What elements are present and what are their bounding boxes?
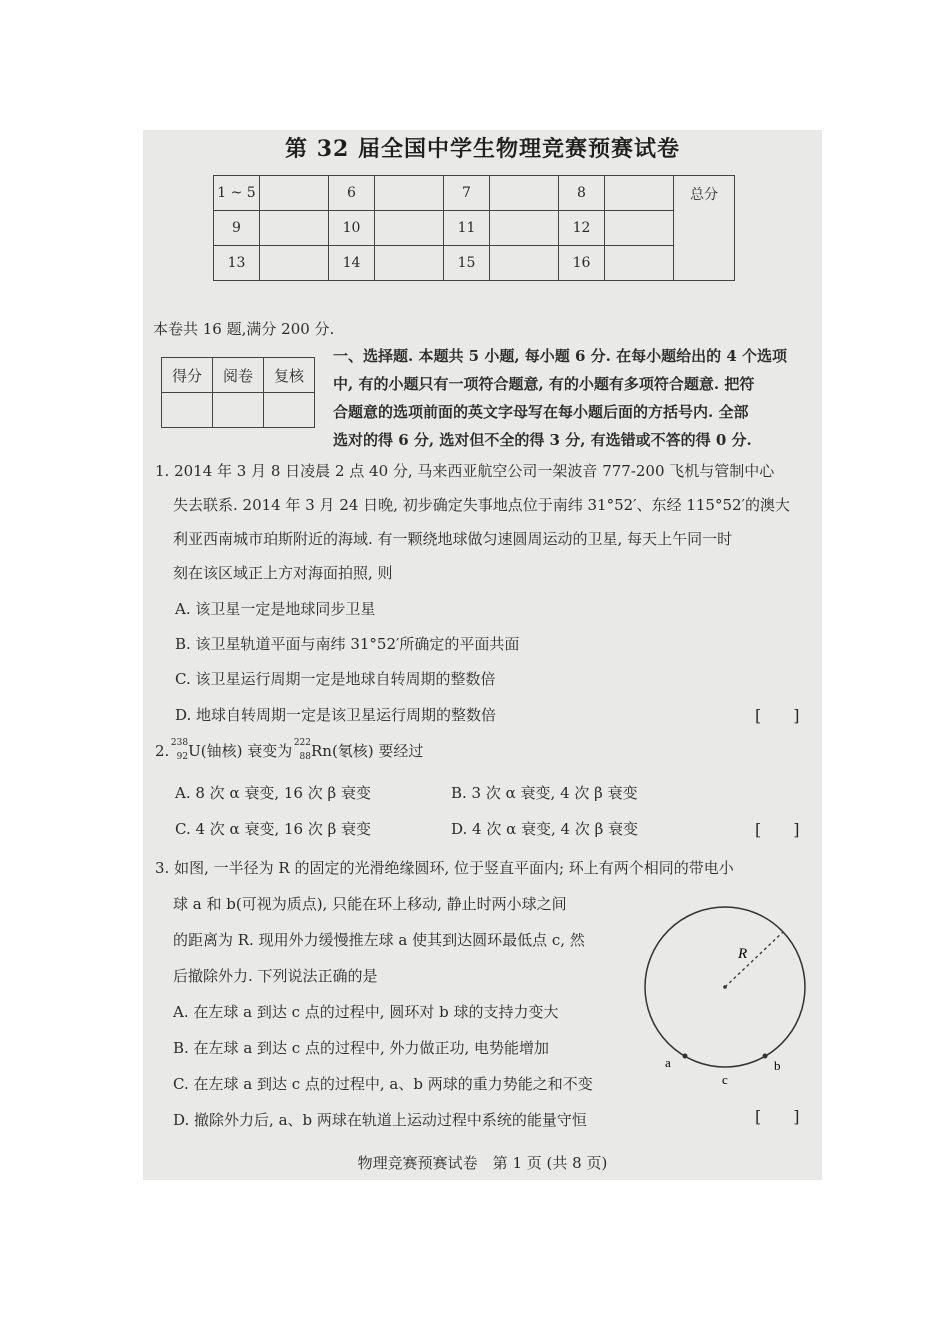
answer-bracket: [ ] (755, 820, 800, 839)
q3-option-a: A. 在左球 a 到达 c 点的过程中, 圆环对 b 球的支持力变大 (173, 1003, 559, 1021)
page-footer: 物理竞赛预赛试卷 第 1 页 (共 8 页) (357, 1154, 608, 1172)
label-c: c (722, 1072, 728, 1087)
grade-cell (264, 393, 315, 428)
section-instruction: 合题意的选项前面的英文字母写在每小题后面的方括号内. 全部 (333, 403, 749, 421)
answer-bracket: [ ] (755, 1107, 800, 1126)
section-instruction: 中, 有的小题只有一项符合题意, 有的小题有多项符合题意. 把符 (333, 375, 755, 393)
q3-option-d: D. 撤除外力后, a、b 两球在轨道上运动过程中系统的能量守恒 (173, 1111, 587, 1129)
score-cell (490, 246, 559, 281)
label-a: a (665, 1055, 671, 1070)
uranium-text: U(铀核) 衰变为 (188, 742, 293, 760)
q1-option-b: B. 该卫星轨道平面与南纬 31°52′所确定的平面共面 (175, 635, 520, 653)
grade-header: 复核 (264, 358, 315, 393)
grade-table (161, 357, 315, 428)
grade-cell (213, 393, 264, 428)
atomic-number: 88 (299, 752, 311, 762)
question-3-text: 球 a 和 b(可视为质点), 只能在环上移动, 静止时两小球之间 (173, 895, 567, 913)
mass-number: 222 (293, 738, 311, 748)
q2-option-c: C. 4 次 α 衰变, 16 次 β 衰变 (175, 820, 372, 838)
grade-header: 得分 (162, 358, 213, 393)
question-1-text: 1. 2014 年 3 月 8 日凌晨 2 点 40 分, 马来西亚航空公司一架波音 777-200 飞机与管制中心 (155, 462, 775, 480)
q2-option-b: B. 3 次 α 衰变, 4 次 β 衰变 (451, 784, 638, 802)
q1-option-d: D. 地球自转周期一定是该卫星运行周期的整数倍 (175, 706, 497, 724)
isotope-rn (293, 738, 311, 762)
score-label: 12 (559, 211, 605, 246)
section-instruction: 选对的得 6 分, 选对但不全的得 3 分, 有选错或不答的得 0 分. (333, 431, 752, 449)
score-cell (260, 211, 329, 246)
question-number: 2. (155, 742, 170, 760)
score-label: 1 ~ 5 (214, 176, 260, 211)
q3-option-c: C. 在左球 a 到达 c 点的过程中, a、b 两球的重力势能之和不变 (173, 1075, 593, 1093)
radius-line (725, 932, 783, 987)
answer-bracket: [ ] (755, 706, 800, 725)
q2-option-a: A. 8 次 α 衰变, 16 次 β 衰变 (175, 784, 371, 802)
score-cell (605, 211, 674, 246)
question-1-text: 利亚西南城市珀斯附近的海域. 有一颗绕地球做匀速圆周运动的卫星, 每天上午同一时 (173, 530, 733, 548)
score-label: 6 (329, 176, 375, 211)
exam-page (143, 130, 822, 1180)
label-b: b (774, 1058, 781, 1073)
atomic-number: 92 (176, 752, 189, 762)
score-cell (375, 176, 444, 211)
mass-number: 238 (170, 738, 189, 748)
question-3-text: 后撤除外力. 下列说法正确的是 (173, 967, 378, 985)
question-2-text (155, 740, 423, 761)
score-label: 14 (329, 246, 375, 281)
label-r: R (738, 946, 748, 962)
score-label: 13 (214, 246, 260, 281)
score-cell (605, 246, 674, 281)
grade-cell (162, 393, 213, 428)
q1-option-c: C. 该卫星运行周期一定是地球自转周期的整数倍 (175, 670, 496, 688)
score-cell (260, 176, 329, 211)
page-title: 第 32 届全国中学生物理竞赛预赛试卷 (285, 136, 680, 162)
q1-option-a: A. 该卫星一定是地球同步卫星 (175, 600, 376, 618)
question-1-text: 刻在该区域正上方对海面拍照, 则 (173, 564, 393, 582)
q2-option-d: D. 4 次 α 衰变, 4 次 β 衰变 (451, 820, 639, 838)
question-3-text: 3. 如图, 一半径为 R 的固定的光滑绝缘圆环, 位于竖直平面内; 环上有两个相同的带电小 (155, 859, 734, 877)
score-cell (605, 176, 674, 211)
question-1-text: 失去联系. 2014 年 3 月 24 日晚, 初步确定失事地点位于南纬 31°52′、东经 115°52′的澳大 (173, 496, 790, 514)
score-cell (260, 246, 329, 281)
grade-header: 阅卷 (213, 358, 264, 393)
score-label: 7 (444, 176, 490, 211)
ring-diagram (638, 900, 813, 1090)
score-cell (375, 211, 444, 246)
score-cell (490, 211, 559, 246)
score-label: 10 (329, 211, 375, 246)
score-label: 15 (444, 246, 490, 281)
score-cell (490, 176, 559, 211)
isotope-u (170, 738, 189, 762)
radon-text: Rn(氡核) 要经过 (311, 742, 424, 760)
total-score-cell: 总分 (674, 176, 735, 281)
score-label: 16 (559, 246, 605, 281)
intro-text: 本卷共 16 题,满分 200 分. (153, 320, 335, 338)
score-cell (375, 246, 444, 281)
score-table (213, 175, 735, 281)
score-label: 8 (559, 176, 605, 211)
section-instruction: 一、选择题. 本题共 5 小题, 每小题 6 分. 在每小题给出的 4 个选项 (333, 347, 787, 365)
score-label: 9 (214, 211, 260, 246)
ball-a (683, 1054, 688, 1059)
ball-b (763, 1054, 768, 1059)
center-point (723, 985, 727, 989)
score-label: 11 (444, 211, 490, 246)
q3-option-b: B. 在左球 a 到达 c 点的过程中, 外力做正功, 电势能增加 (173, 1039, 550, 1057)
question-3-text: 的距离为 R. 现用外力缓慢推左球 a 使其到达圆环最低点 c, 然 (173, 931, 585, 949)
